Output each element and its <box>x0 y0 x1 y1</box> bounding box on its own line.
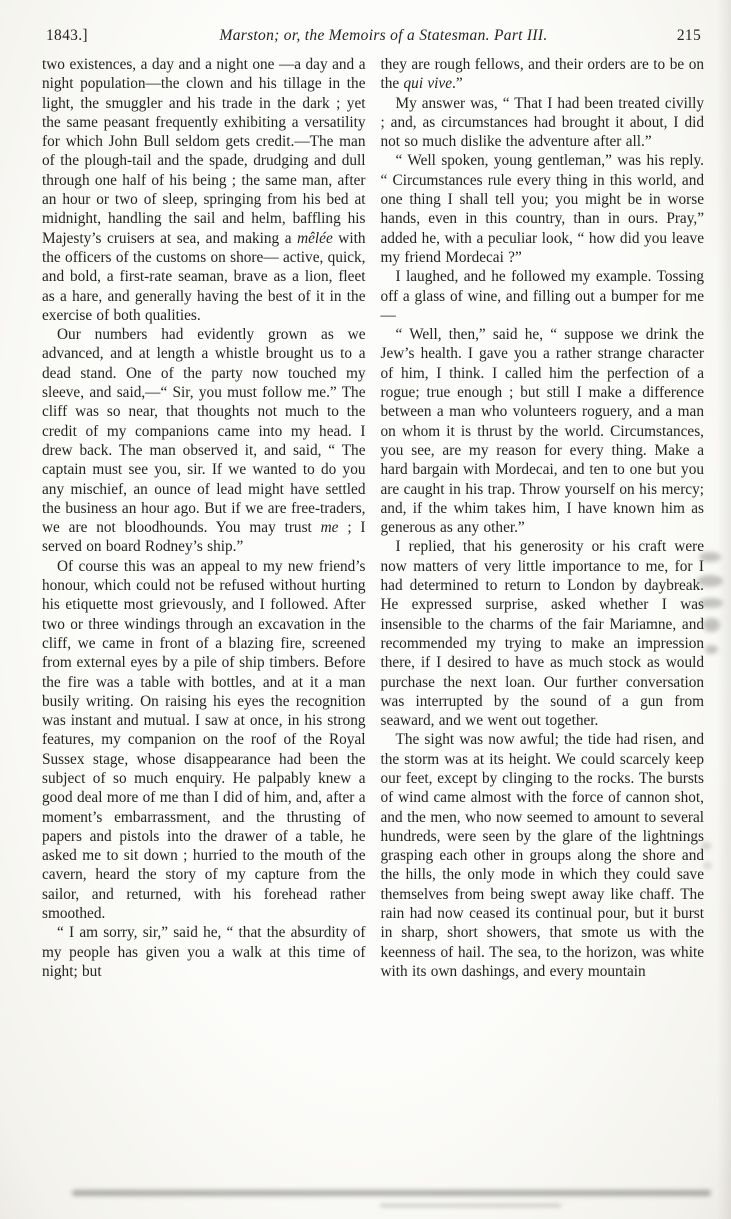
running-title: Marston; or, the Memoirs of a Statesman. Part III. <box>219 27 548 44</box>
left-column <box>42 55 366 981</box>
paragraph: “ Well, then,” said he, “ suppose we drink the Jew’s health. I gave you a rather strange character of him, I think. I called him the perfection of a rogue; true enough ; but still I make a difference between a man who volunteers roguery, and a man on whom it is thrust by the world. Circumstances, you see, are my reason for every thing. Make a hard bargain with Mordecai, and ten to one but you are caught in his trap. Throw yourself on his mercy; and, if the whim takes him, I have known him as generous as any other.” <box>380 326 704 537</box>
paragraph: The sight was now awful; the tide had risen, and the storm was at its height. We could scarcely keep our feet, except by clinging to the rocks. The bursts of wind came almost with the force of cannon shot, and the men, who now seemed to amount to several hundreds, were seen by the glare of the lightnings grasping each other in groups along the shore and the hills, the only mode in which they could save themselves from being swept away like chaff. The rain had now ceased its continual pour, but it burst in sharp, short showers, that smote us with the keenness of hail. The sea, to the horizon, was white with its own dashings, and every mountain <box>380 731 704 980</box>
paragraph: I replied, that his generosity or his craft were now matters of very little importance to me, for I had determined to return to London by daybreak. He expressed surprise, asked whether I was insensible to the charms of the fair Mariamne, and recommended my trying to make an impression there, if I desired to have as much stock as would purchase the next loan. Our further conversation was interrupted by the sound of a gun from seaward, and we went out together. <box>380 538 704 730</box>
scan-edge-shadow <box>380 1204 561 1207</box>
paragraph: “ I am sorry, sir,” said he, “ that the absurdity of my people has given you a walk at this time of night; but <box>42 924 366 980</box>
paragraph: My answer was, “ That I had been treated civilly ; and, as circumstances had brought it about, I did not so much dislike the adventure after all.” <box>380 94 704 151</box>
scan-edge-shadow <box>72 1190 711 1196</box>
page-date: 1843.] <box>46 27 88 44</box>
paragraph: I laughed, and he followed my example. Tossing off a glass of wine, and filling out a bumper for me— <box>380 268 704 324</box>
paragraph: they are rough fellows, and their orders are to be on the qui vive.” <box>380 56 704 93</box>
page-number: 215 <box>676 27 701 44</box>
paragraph: Our numbers had evidently grown as we advanced, and at length a whistle brought us to a dead stand. One of the party now touched my sleeve, and said,—“ Sir, you must follow me.” The cliff was so near, that thoughts not much to the credit of my companions came into my head. I drew back. The man observed it, and said, “ The captain must see you, sir. If we wanted to do you any mischief, an ounce of lead might have settled the business an hour ago. But if we are free-traders, we are not bloodhounds. You may trust me ; I served on board Rodney’s ship.” <box>42 326 366 556</box>
paragraph: Of course this was an appeal to my new friend’s honour, which could not be refused without hurting his etiquette most grievously, and I followed. After two or three windings through an excavation in the cliff, we came in front of a blazing fire, screened from external eyes by a pile of ship timbers. Before the fire was a table with bottles, and at it a man busily writing. On raising his eyes the recognition was instant and mutual. I saw at once, in his strong features, my companion on the roof of the Royal Sussex stage, whose disappearance had been the subject of so much enquiry. He palpably knew a good deal more of me than I did of him, and, after a moment’s embarrassment, and the thrusting of papers and pistols into the drawer of a table, he asked me to sit down ; hurried to the mouth of the cavern, heard the story of my capture from the sailor, and returned, with his forehead rather smoothed. <box>42 557 366 923</box>
paragraph: two existences, a day and a night one —a day and a night population—the clown and his tillage in the light, the smuggler and his trade in the dark ; yet the same peasant frequently exhibiting a versatility for which John Bull seldom gets credit.—The man of the plough-tail and the spade, drudging and dull through one half of his being ; the same man, after an hour or two of sleep, springing from his bed at midnight, handling the sail and helm, baffling his Majesty’s cruisers at sea, and making a mêlée with the officers of the customs on shore— active, quick, and bold, a first-rate seaman, brave as a lion, fleet as a hare, and generally having the best of it in the exercise of both qualities. <box>42 56 366 324</box>
paragraph: “ Well spoken, young gentleman,” was his reply. “ Circumstances rule every thing in this world, and one thing I shall tell you; you might be in worse hands, even in this country, than in ours. Pray,” added he, with a peculiar look, “ how did you leave my friend Mordecai ?” <box>380 152 704 266</box>
right-column <box>381 55 705 981</box>
text-columns <box>0 45 731 981</box>
page-header <box>0 0 731 45</box>
